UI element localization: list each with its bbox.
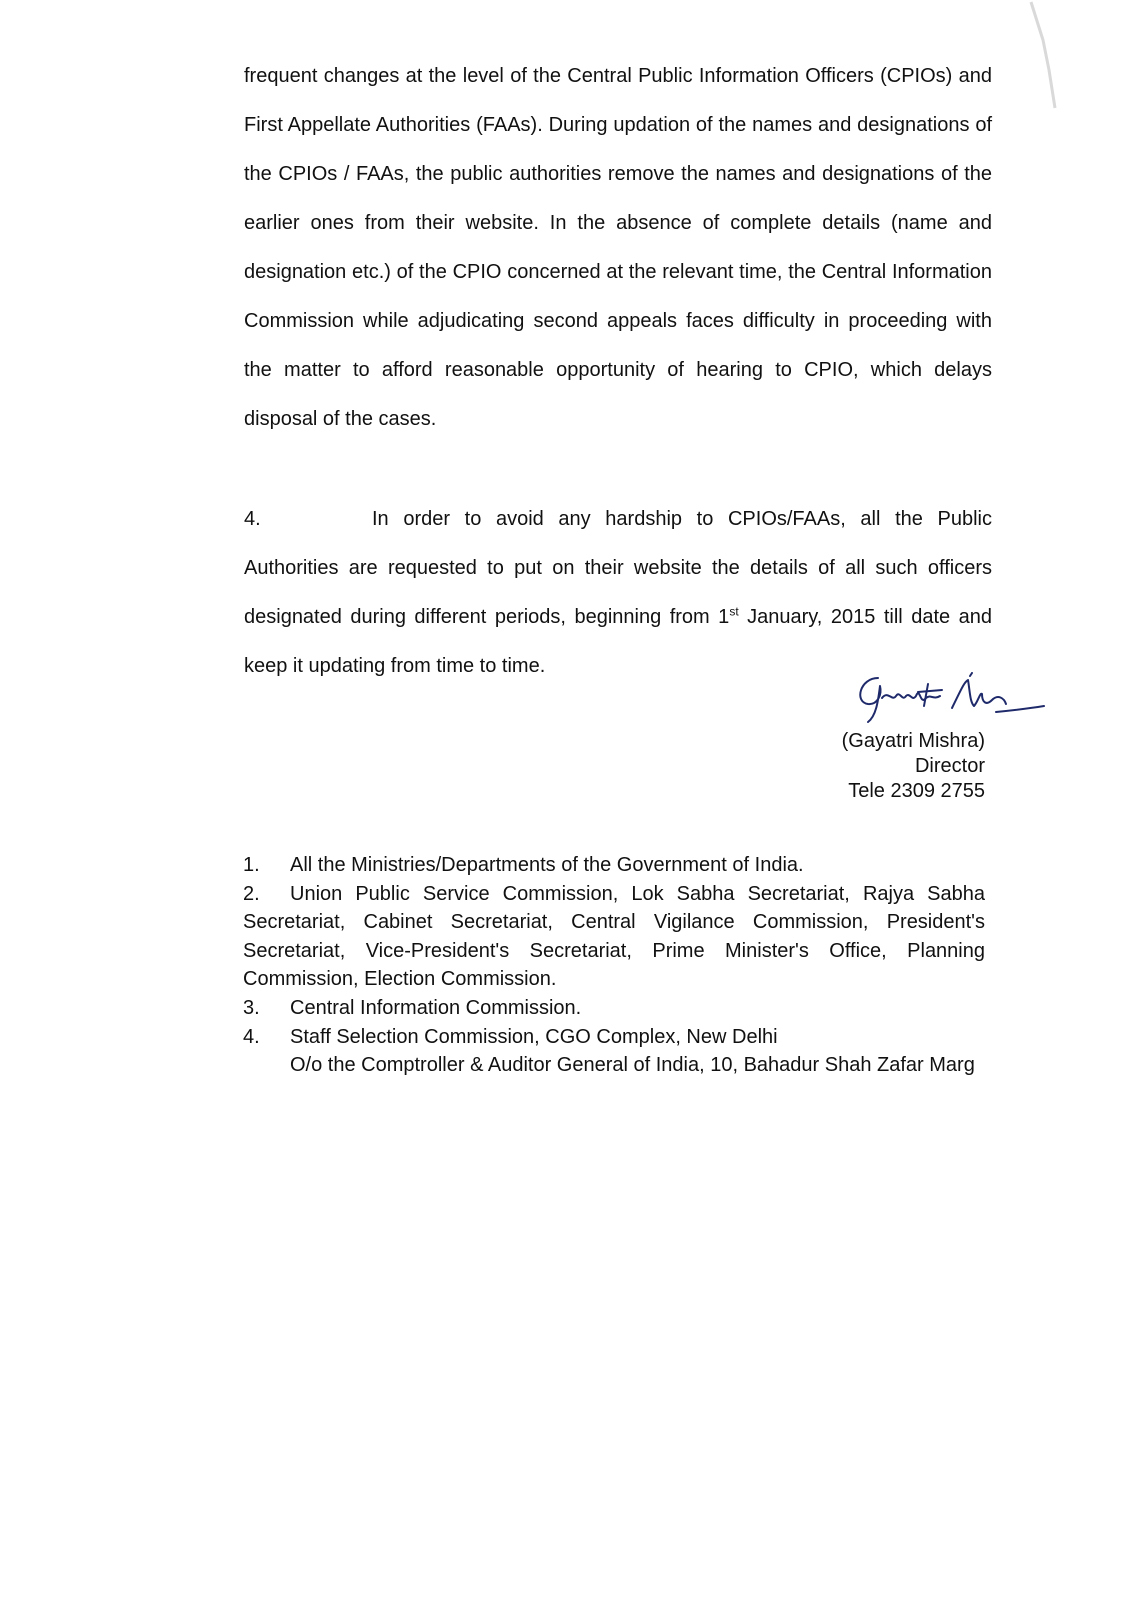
handwritten-signature [856,672,1046,732]
list-item-number: 4. [243,1025,260,1048]
paragraph-text: In order to avoid any hardship to CPIOs/FAAs, all the Public Authorities are requested to put on their website the details of all such officers designated during different periods, beginning from 1 [244,508,992,628]
signatory-telephone: Tele 2309 2755 [848,780,985,802]
list-item [243,994,985,1023]
list-item-text: All the Ministries/Departments of the Government of India. [290,854,804,876]
list-item-number: 3. [243,996,260,1019]
list-item [243,1023,985,1052]
paragraph-continuation: frequent changes at the level of the Central Public Information Officers (CPIOs) and First Appellate Authorities (FAAs). During updation of the names and designations of the CPIOs / FAAs, the public authorities remove the names and designations of the earlier ones from their website. In the absence of complete details (name and designation etc.) of the CPIO concerned at the relevant time, the Central Information Commission while adjudicating second appeals faces difficulty in proceeding with the matter to afford reasonable opportunity of hearing to CPIO, which delays disposal of the cases. [244,65,992,430]
distribution-list [243,851,985,1080]
paragraph-text-end: January, 2015 till date and keep it updating from time to time. [244,606,992,677]
signatory-designation: Director [914,755,985,777]
list-item [243,851,985,880]
paragraph-4 [244,495,992,691]
list-item-text: Union Public Service Commission, Lok Sabha Secretariat, Rajya Sabha Secretariat, Cabinet Secretariat, Central Vigilance Commission, President's Secretariat, Vice-President's Secretariat, Prime Minister's Office, Planning Commission, Election Commission. [243,882,985,991]
list-item-number: 1. [243,854,260,876]
list-item-text: Staff Selection Commission, CGO Complex, New Delhi [290,1025,778,1048]
list-item-number: 2. [243,882,260,905]
list-item-text: Central Information Commission. [290,996,582,1019]
ordinal-superscript: st [729,604,739,619]
scan-edge-mark [1029,0,1059,110]
list-item [243,880,985,994]
signatory-name: (Gayatri Mishra) [841,730,985,752]
list-item-tail: O/o the Comptroller & Auditor General of India, 10, Bahadur Shah Zafar Marg [290,1054,975,1077]
paragraph-number: 4. [244,508,261,530]
